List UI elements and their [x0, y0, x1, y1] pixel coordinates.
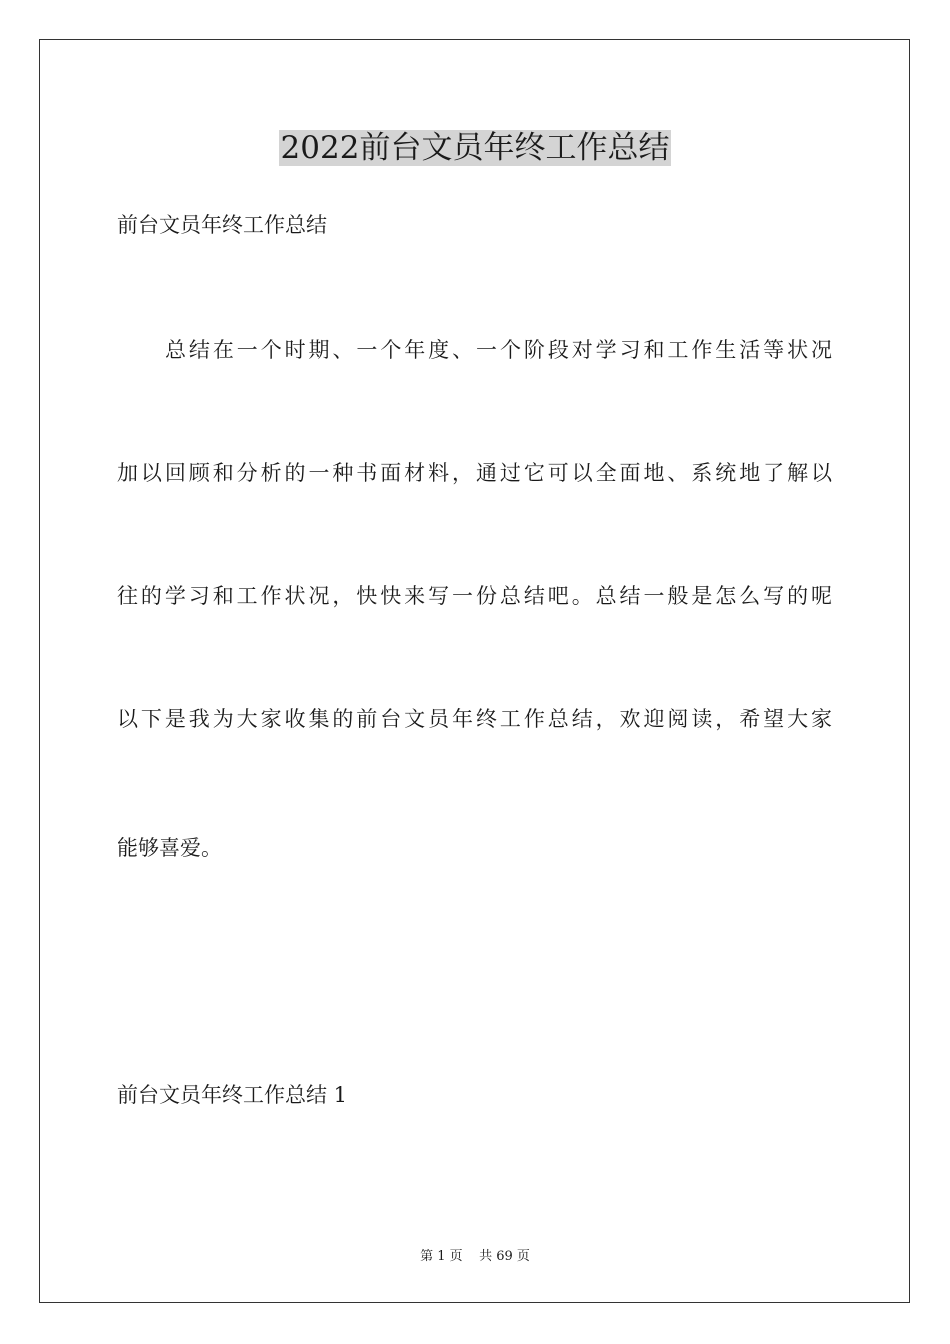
document-title	[0, 124, 950, 172]
intro-paragraph-line-1: 总结在一个时期、一个年度、一个阶段对学习和工作生活等状况	[165, 338, 832, 362]
intro-paragraph-line-5: 能够喜爱。	[117, 836, 222, 860]
section-heading: 前台文员年终工作总结 1	[117, 1083, 348, 1107]
document-subtitle: 前台文员年终工作总结	[117, 213, 327, 237]
page-number-footer: 第 1 页 共 69 页	[420, 1249, 530, 1264]
intro-paragraph-line-2: 加以回顾和分析的一种书面材料，通过它可以全面地、系统地了解以	[117, 461, 832, 485]
intro-paragraph-line-4: 以下是我为大家收集的前台文员年终工作总结，欢迎阅读，希望大家	[117, 707, 832, 731]
document-title-text: 2022前台文员年终工作总结	[280, 130, 670, 166]
intro-paragraph-line-3: 往的学习和工作状况，快快来写一份总结吧。总结一般是怎么写的呢	[117, 584, 832, 608]
